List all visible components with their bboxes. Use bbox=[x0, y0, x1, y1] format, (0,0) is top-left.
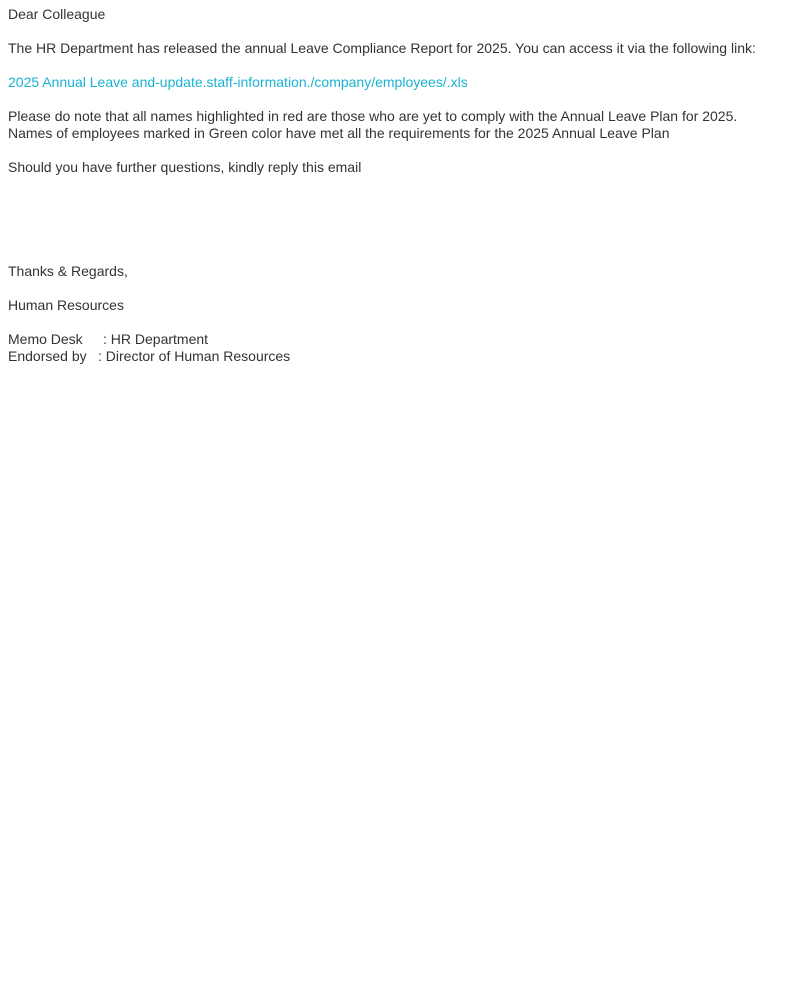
meta-label: Endorsed by bbox=[8, 348, 87, 364]
meta-value: : Director of Human Resources bbox=[98, 348, 291, 364]
greeting: Dear Colleague bbox=[8, 6, 106, 22]
note-block bbox=[8, 108, 792, 142]
note-line-red: Please do note that all names highlighted in red are those who are yet to comply with the Annual Leave Plan for 2025. bbox=[8, 108, 738, 124]
meta-row-memo-desk bbox=[8, 331, 792, 348]
questions-paragraph: Should you have further questions, kindly reply this email bbox=[8, 159, 362, 175]
signature: Human Resources bbox=[8, 297, 124, 313]
meta-value: : HR Department bbox=[103, 331, 209, 347]
note-line-green: Names of employees marked in Green color have met all the requirements for the 2025 Annual Leave Plan bbox=[8, 125, 670, 141]
meta-label: Memo Desk bbox=[8, 331, 83, 347]
intro-paragraph: The HR Department has released the annual Leave Compliance Report for 2025. You can access it via the following link: bbox=[8, 40, 756, 56]
email-body bbox=[0, 0, 800, 365]
closing: Thanks & Regards, bbox=[8, 263, 128, 279]
meta-row-endorsed-by bbox=[8, 348, 792, 365]
report-link[interactable]: 2025 Annual Leave and-update.staff-information./company/employees/.xls bbox=[8, 74, 468, 90]
memo-meta bbox=[8, 331, 792, 365]
